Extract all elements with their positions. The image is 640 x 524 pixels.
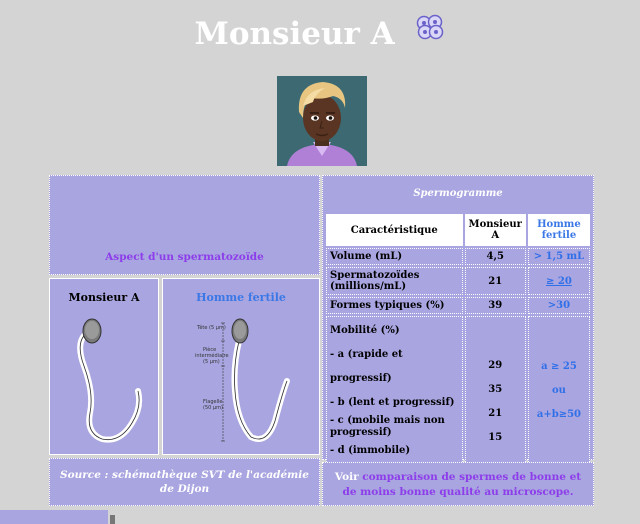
page-title-text: Monsieur A: [194, 16, 395, 52]
cell-cluster-icon: [414, 10, 446, 50]
source-text: Source : schémathèque SVT de l'académie de Dijon: [60, 469, 309, 495]
page-title: [0, 14, 640, 56]
row-normal: ≥ 20: [528, 267, 590, 295]
monsieur-a-diagram-panel: [49, 278, 159, 455]
mobility-values: [465, 316, 526, 466]
comparison-panel: [322, 462, 594, 506]
header-characteristic: Caractéristique: [326, 214, 463, 246]
mobility-value-b: 35: [488, 384, 503, 395]
comparison-text: [327, 470, 589, 500]
mobility-normal-1: a ≥ 25: [541, 361, 577, 372]
spermogramme-table: [324, 212, 592, 468]
diagram-label-head: Tête (5 µm): [197, 325, 226, 331]
row-value: 4,5: [465, 248, 526, 265]
mobility-item-d: - d (immobile): [330, 445, 411, 456]
mobility-value-d: 15: [488, 432, 503, 443]
header-monsieur-a: Monsieur A: [465, 214, 526, 246]
row-normal: > 1,5 mL: [528, 248, 590, 265]
mobility-normal: [528, 316, 590, 466]
diagram-label-tail-1: Flagelle: [203, 399, 223, 405]
aspect-label: Aspect d'un spermatozoïde: [105, 251, 264, 263]
diagram-label-tail-2: (50 µm): [203, 405, 223, 411]
mobility-item-c: - c (mobile mais non progressif): [330, 415, 445, 438]
diagram-label-mid-2: intermédiaire: [195, 353, 229, 359]
abnormal-sperm-diagram: [50, 311, 158, 454]
source-panel: [49, 458, 320, 506]
row-label: Spermatozoïdes (millions/mL): [326, 267, 463, 295]
diagram-label-mid-3: (5 µm): [203, 359, 220, 365]
monsieur-a-heading: Monsieur A: [50, 279, 158, 311]
mobility-normal-2: ou a+b≥50: [536, 385, 582, 420]
bottom-marker: [110, 515, 115, 524]
table-row: [326, 267, 590, 295]
avatar: [277, 76, 367, 166]
normal-sperm-diagram: [163, 311, 319, 454]
row-label: Formes typiques (%): [326, 297, 463, 314]
aspect-panel: [49, 175, 320, 275]
mobility-value-a: 29: [488, 360, 503, 371]
fertile-diagram-panel: [162, 278, 320, 455]
mobility-item-b: - b (lent et progressif): [330, 397, 455, 408]
comparison-link[interactable]: comparaison de spermes de bonne et de moins bonne qualité au microscope.: [342, 471, 582, 498]
header-fertile: Homme fertile: [528, 214, 590, 246]
table-row: [326, 248, 590, 265]
mobility-value-c: 21: [488, 408, 503, 419]
row-normal: >30: [528, 297, 590, 314]
mobility-item-a: - a (rapide et progressif): [330, 349, 403, 384]
table-row: [326, 297, 590, 314]
row-value: 39: [465, 297, 526, 314]
table-row-mobility: [326, 316, 590, 466]
bottom-strip: [0, 510, 108, 524]
spermogramme-caption: Spermogramme: [413, 188, 503, 199]
row-value: 21: [465, 267, 526, 295]
table-header-row: [326, 214, 590, 246]
fertile-heading: Homme fertile: [163, 279, 319, 311]
diagram-label-mid-1: Pièce: [203, 347, 217, 353]
mobility-title: Mobilité (%): [330, 325, 400, 336]
row-label: Volume (mL): [326, 248, 463, 265]
comparison-prefix: Voir: [334, 471, 363, 483]
mobility-labels: [326, 316, 463, 466]
